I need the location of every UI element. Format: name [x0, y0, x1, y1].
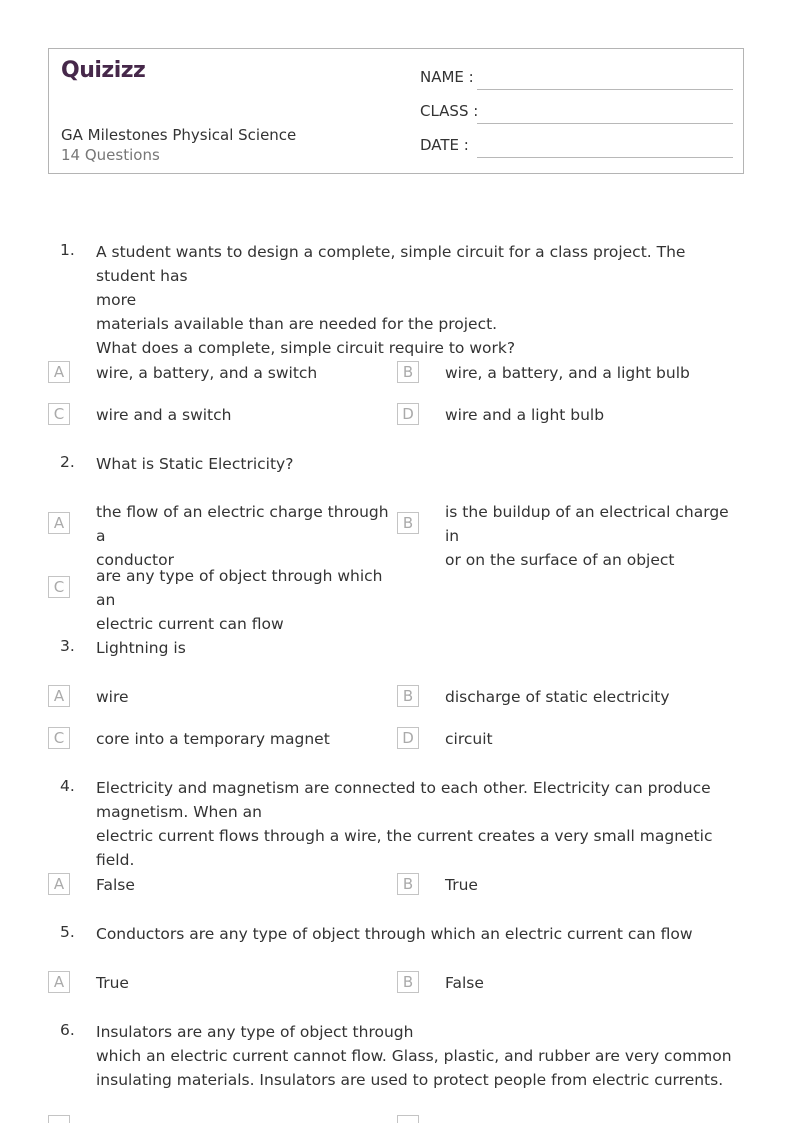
question-number: 4. — [60, 777, 75, 795]
question-text: Conductors are any type of object through which an electric current can flow — [96, 925, 693, 943]
option-a-text: wire, a battery, and a switch — [96, 364, 318, 382]
option-b-text: True — [445, 876, 478, 894]
option-c-text: are any type of object through which an electric current can flow — [96, 567, 383, 633]
option-b-text: is the buildup of an electrical charge in or on the surface of an object — [445, 503, 729, 569]
option-b-box[interactable]: B — [397, 873, 419, 895]
question-text: What is Static Electricity? — [96, 455, 294, 473]
question-text: A student wants to design a complete, simple circuit for a class project. The student has more materials available than are needed for the project. What does a complete, simple circuit require to work? — [96, 243, 686, 357]
option-b-text: discharge of static electricity — [445, 688, 670, 706]
option-a-box-partial[interactable] — [48, 1115, 70, 1123]
name-field[interactable] — [477, 89, 733, 90]
option-a-box[interactable]: A — [48, 971, 70, 993]
option-a-box[interactable]: A — [48, 512, 70, 534]
date-field[interactable] — [477, 157, 733, 158]
class-field[interactable] — [477, 123, 733, 124]
option-c-box[interactable]: C — [48, 403, 70, 425]
question-count: 14 Questions — [61, 146, 160, 164]
option-b-box-partial[interactable] — [397, 1115, 419, 1123]
option-d-text: circuit — [445, 730, 493, 748]
option-a-box[interactable]: A — [48, 685, 70, 707]
quizizz-logo: Quizizz — [61, 58, 146, 83]
class-label: CLASS : — [420, 102, 479, 120]
option-a-box[interactable]: A — [48, 873, 70, 895]
name-label: NAME : — [420, 68, 474, 86]
option-a-box[interactable]: A — [48, 361, 70, 383]
question-number: 3. — [60, 637, 75, 655]
question-number: 2. — [60, 453, 75, 471]
worksheet-title: GA Milestones Physical Science — [61, 126, 297, 144]
option-d-box[interactable]: D — [397, 727, 419, 749]
option-b-box[interactable]: B — [397, 361, 419, 383]
question-text: Insulators are any type of object through which an electric current cannot flow. Glass, plastic, and rubber are very common insulating materials. Insulators are used to protect people from electric currents. — [96, 1023, 732, 1089]
option-a-text: False — [96, 876, 135, 894]
option-c-text: core into a temporary magnet — [96, 730, 330, 748]
option-b-box[interactable]: B — [397, 685, 419, 707]
option-c-text: wire and a switch — [96, 406, 232, 424]
option-d-text: wire and a light bulb — [445, 406, 605, 424]
option-a-text: the flow of an electric charge through a conductor — [96, 503, 389, 569]
option-d-box[interactable]: D — [397, 403, 419, 425]
option-c-box[interactable]: C — [48, 576, 70, 598]
option-a-text: True — [96, 974, 129, 992]
question-text: Electricity and magnetism are connected to each other. Electricity can produce magnetism. When an electric current flows through a wire, the current creates a very small magnetic field. — [96, 779, 713, 869]
date-label: DATE : — [420, 136, 469, 154]
question-text: Lightning is — [96, 639, 186, 657]
question-number: 5. — [60, 923, 75, 941]
option-b-text: False — [445, 974, 484, 992]
question-number: 1. — [60, 241, 75, 259]
option-b-box[interactable]: B — [397, 971, 419, 993]
option-b-box[interactable]: B — [397, 512, 419, 534]
option-c-box[interactable]: C — [48, 727, 70, 749]
option-a-text: wire — [96, 688, 129, 706]
question-number: 6. — [60, 1021, 75, 1039]
option-b-text: wire, a battery, and a light bulb — [445, 364, 690, 382]
worksheet-header — [48, 48, 744, 174]
